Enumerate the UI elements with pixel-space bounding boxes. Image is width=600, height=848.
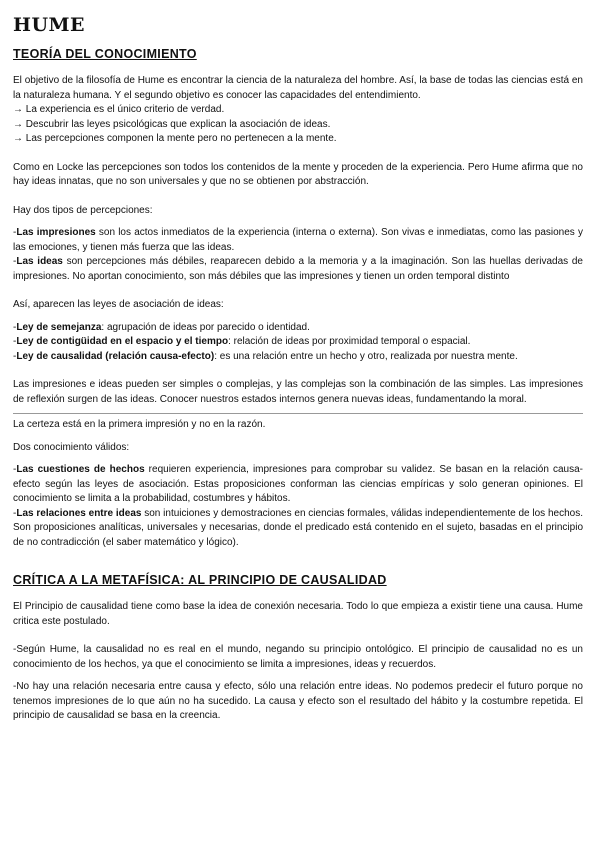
section-heading-conocimiento: TEORÍA DEL CONOCIMIENTO	[13, 47, 197, 61]
arrow-item: → Las percepciones componen la mente pero no pertenecen a la mente.	[13, 133, 337, 144]
arrow-item: → Descubrir las leyes psicológicas que explican la asociación de ideas.	[13, 118, 331, 130]
law-text: : agrupación de ideas por parecido o identidad.	[101, 321, 310, 333]
hechos-text: requieren experiencia, impresiones para comprobar su validez. Se basan en la relación causa-efecto según las leyes de asociación. Estas proposiciones conforman las ciencias empíricas y solo generan opiniones. El conocimiento se limita a la probabilidad, costumbres y hábitos.	[13, 464, 583, 504]
laws-intro: Así, aparecen las leyes de asociación de ideas:	[13, 299, 224, 310]
law-item: -Ley de semejanza: agrupación de ideas por parecido o identidad.	[13, 321, 310, 333]
law-term: Ley de contigüidad en el espacio y el tiempo	[16, 336, 229, 347]
hume-causalidad-paragraph: -Según Hume, la causalidad no es real en el mundo, negando su principio ontológico. El principio de causalidad no es un conocimiento de los hechos, ya que el conocimiento se limita a impresiones, ideas y recuerdos.	[13, 644, 583, 670]
law-item: -Ley de causalidad (relación causa-efecto): es una relación entre un hecho y otro, realizada por nuestra mente.	[13, 350, 518, 362]
law-text: : es una relación entre un hecho y otro, realizada por nuestra mente.	[214, 350, 518, 362]
two-knowledge-intro: Dos conocimiento válidos:	[13, 441, 130, 453]
document-title: HUME	[13, 14, 86, 36]
document-page	[13, 14, 583, 724]
divider	[13, 413, 583, 414]
law-text: : relación de ideas por proximidad temporal o espacial.	[228, 336, 471, 347]
causalidad-paragraph: El Principio de causalidad tiene como base la idea de conexión necesaria. Todo lo que empieza a existir tiene una causa. Hume critica este postulado.	[13, 601, 583, 627]
relaciones-text: son intuiciones y demostraciones en ciencias formales, válidas independientemente de los hechos. Son proposiciones analíticas, universales y necesarias, donde el predicado está contenido en el sujeto, basadas en el principio de no contradicción (el saber matemático y lógico).	[13, 507, 583, 548]
hechos-paragraph: -Las cuestiones de hechos requieren experiencia, impresiones para comprobar su validez. Se basan en la relación causa-efecto según las leyes de asociación. Estas proposiciones conforman las ciencias empíricas y solo generan opiniones. El conocimiento se limita a la probabilidad, costumbres y hábitos.	[13, 464, 583, 504]
arrow-item: → La experiencia es el único criterio de verdad.	[13, 104, 225, 115]
impresiones-text: son los actos inmediatos de la experiencia (interna o externa). Son vivas e inmediatas, como las pasiones y las emociones, y tienen más fuerza que las ideas.	[13, 227, 583, 253]
law-term: Ley de semejanza	[16, 321, 102, 333]
intro-paragraph: El objetivo de la filosofía de Hume es encontrar la ciencia de la naturaleza del hombre. Así, la base de todas las ciencias está en la naturaleza humana. Y el segundo objetivo es conocer las capacidades del entendimiento.	[13, 75, 583, 101]
perceptions-intro: Hay dos tipos de percepciones:	[13, 204, 153, 216]
ideas-paragraph: -Las ideas son percepciones más débiles, reaparecen debido a la memoria y a la imaginación. Son las huellas derivadas de impresiones. No aportan conocimiento, son más débiles que las impresiones y tienen un orden temporal distinto	[13, 256, 583, 282]
relacion-necesaria-paragraph: -No hay una relación necesaria entre causa y efecto, sólo una relación entre ideas. No podemos predecir el futuro porque no tenemos impresiones de lo que aún no ha sucedido. La causa y efecto son el resultado del hábito y la costumbre repetida. El principio de causalidad se basa en la creencia.	[13, 681, 583, 721]
section-heading-critica: CRÍTICA A LA METAFÍSICA: AL PRINCIPIO DE CAUSALIDAD	[13, 573, 387, 587]
certainty-line: La certeza está en la primera impresión y no en la razón.	[13, 419, 266, 430]
ideas-term: Las ideas	[16, 256, 63, 267]
locke-paragraph: Como en Locke las percepciones son todos los contenidos de la mente y proceden de la experiencia. Pero Hume afirma que no hay ideas innatas, que no son universales y que no se obtienen por abstracción.	[13, 161, 583, 187]
hechos-term: Las cuestiones de hechos	[16, 464, 145, 475]
relaciones-term: Las relaciones entre ideas	[16, 507, 142, 519]
impresiones-paragraph: -Las impresiones son los actos inmediatos de la experiencia (interna o externa). Son vivas e inmediatas, como las pasiones y las emociones, y tienen más fuerza que las ideas.	[13, 227, 583, 253]
ideas-text: son percepciones más débiles, reaparecen debido a la memoria y a la imaginación. Son las huellas derivadas de impresiones. No aportan conocimiento, son más débiles que las impresiones y tienen un orden temporal distinto	[13, 256, 583, 282]
relaciones-paragraph: -Las relaciones entre ideas son intuiciones y demostraciones en ciencias formales, válidas independientemente de los hechos. Son proposiciones analíticas, universales y necesarias, donde el predicado está contenido en el sujeto, basadas en el principio de no contradicción (el saber matemático y lógico).	[13, 507, 583, 548]
law-term: Ley de causalidad (relación causa-efecto)	[16, 350, 215, 362]
law-item: -Ley de contigüidad en el espacio y el tiempo: relación de ideas por proximidad temporal o espacial.	[13, 336, 471, 347]
impresiones-term: Las impresiones	[16, 227, 96, 238]
simple-complex-paragraph: Las impresiones e ideas pueden ser simples o complejas, y las complejas son la combinación de las simples. Las impresiones de reflexión surgen de las ideas. Conocer nuestros estados internos genera nuevas ideas, fundamentando la moral.	[13, 379, 583, 405]
